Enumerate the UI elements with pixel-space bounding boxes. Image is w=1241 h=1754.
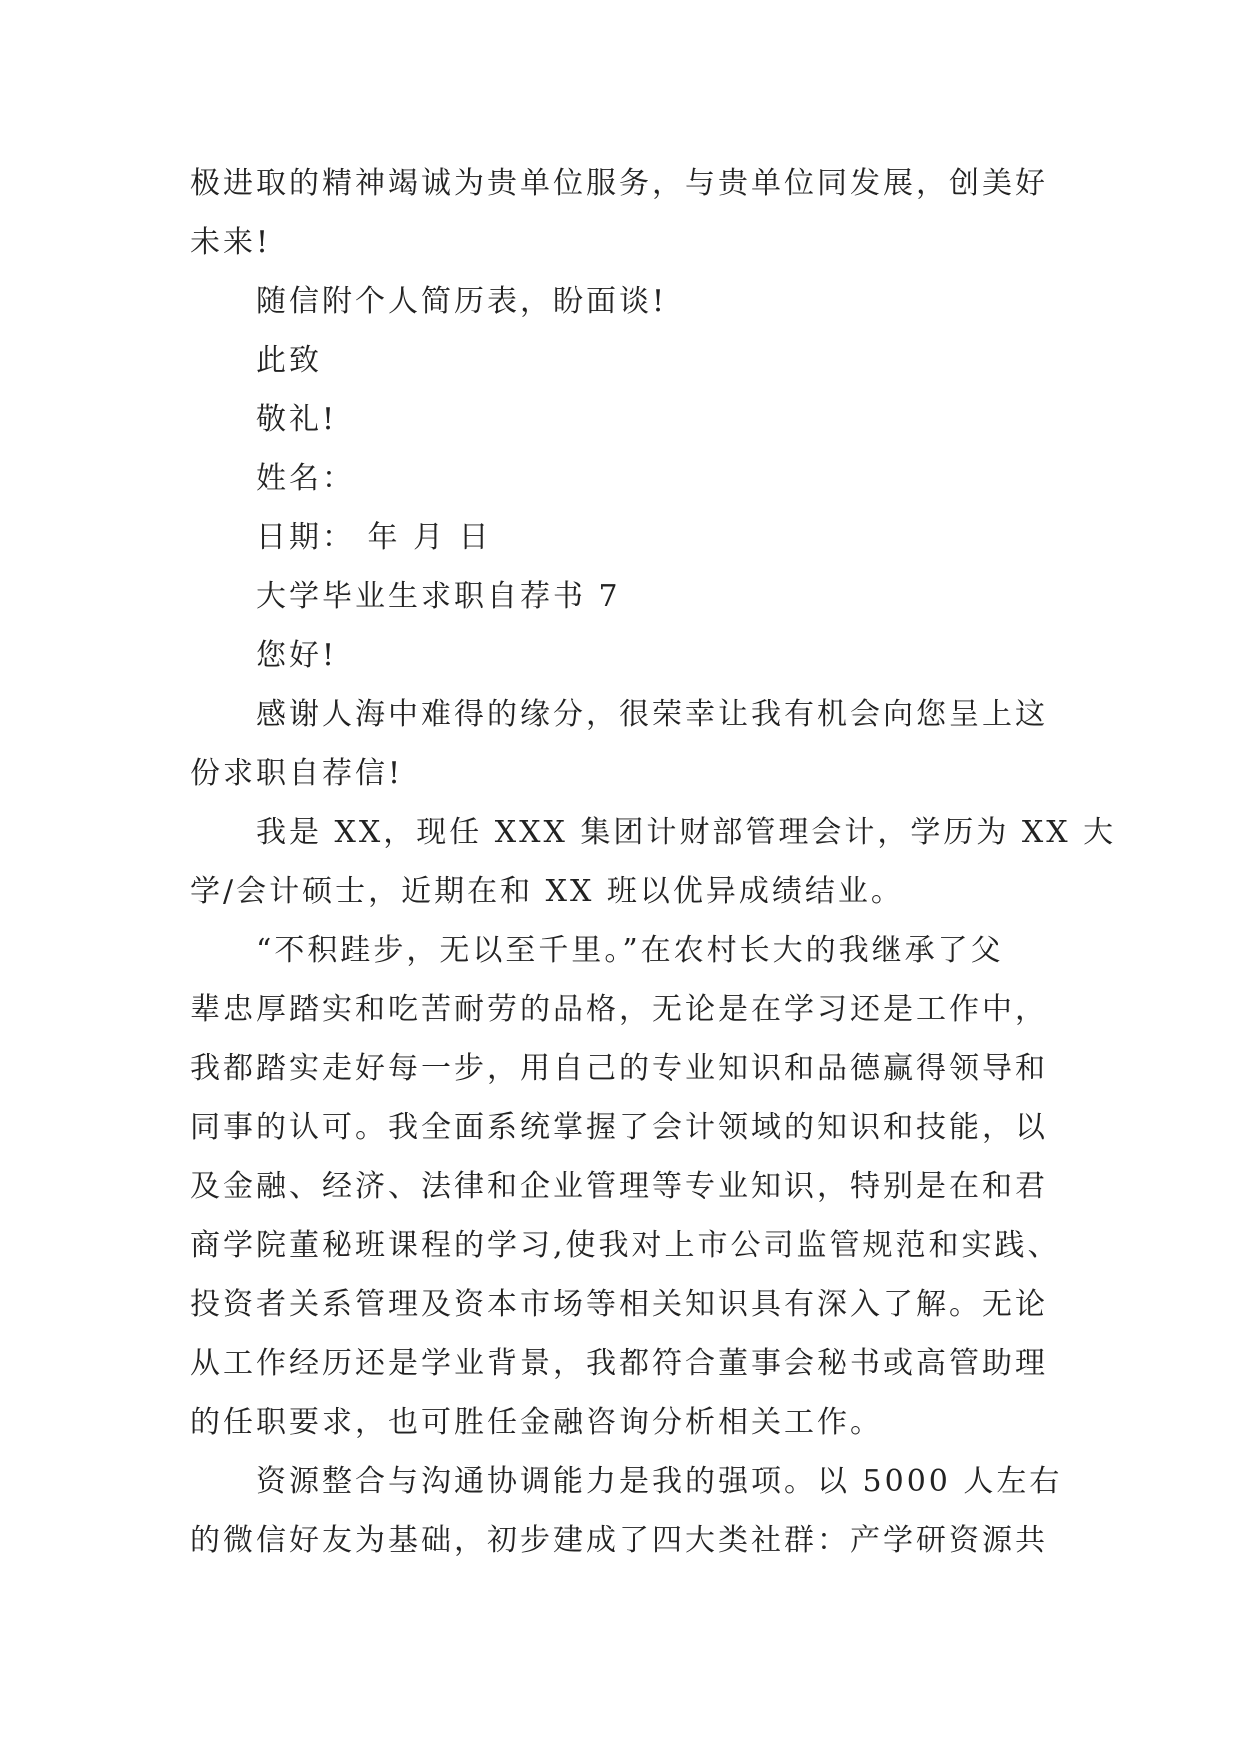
text-line: 您好! [256, 638, 338, 673]
text-line: 姓名： [256, 461, 355, 496]
text-line: 资源整合与沟通协调能力是我的强项。以 5000 人左右 [256, 1464, 1063, 1499]
text-line: 此致 [256, 343, 322, 378]
text-line: 敬礼! [256, 402, 338, 437]
text-line: 商学院董秘班课程的学习,使我对上市公司监管规范和实践、 [190, 1228, 1061, 1263]
text-line: 的任职要求，也可胜任金融咨询分析相关工作。 [190, 1405, 883, 1440]
text-line: “不积跬步，无以至千里。”在农村长大的我继承了父 [256, 933, 1004, 968]
text-line: 我是 XX，现任 XXX 集团计财部管理会计，学历为 XX 大 [256, 815, 1117, 850]
text-line: 随信附个人简历表，盼面谈! [256, 284, 668, 319]
text-line: 感谢人海中难得的缘分，很荣幸让我有机会向您呈上这 [256, 697, 1048, 732]
text-line: 未来! [190, 225, 272, 260]
text-line: 及金融、经济、法律和企业管理等专业知识，特别是在和君 [190, 1169, 1048, 1204]
text-line: 份求职自荐信! [190, 756, 404, 791]
text-line: 学/会计硕士，近期在和 XX 班以优异成绩结业。 [190, 874, 904, 909]
text-line: 极进取的精神竭诚为贵单位服务，与贵单位同发展，创美好 [190, 166, 1048, 201]
text-line: 同事的认可。我全面系统掌握了会计领域的知识和技能，以 [190, 1110, 1048, 1145]
text-line: 日期： 年 月 日 [256, 520, 492, 555]
text-line: 的微信好友为基础，初步建成了四大类社群：产学研资源共 [190, 1523, 1048, 1558]
section-heading: 大学毕业生求职自荐书 7 [256, 579, 621, 614]
text-line: 从工作经历还是学业背景，我都符合董事会秘书或高管助理 [190, 1346, 1048, 1381]
text-line: 辈忠厚踏实和吃苦耐劳的品格，无论是在学习还是工作中， [190, 992, 1048, 1027]
text-line: 投资者关系管理及资本市场等相关知识具有深入了解。无论 [190, 1287, 1048, 1322]
text-line: 我都踏实走好每一步，用自己的专业知识和品德赢得领导和 [190, 1051, 1048, 1086]
